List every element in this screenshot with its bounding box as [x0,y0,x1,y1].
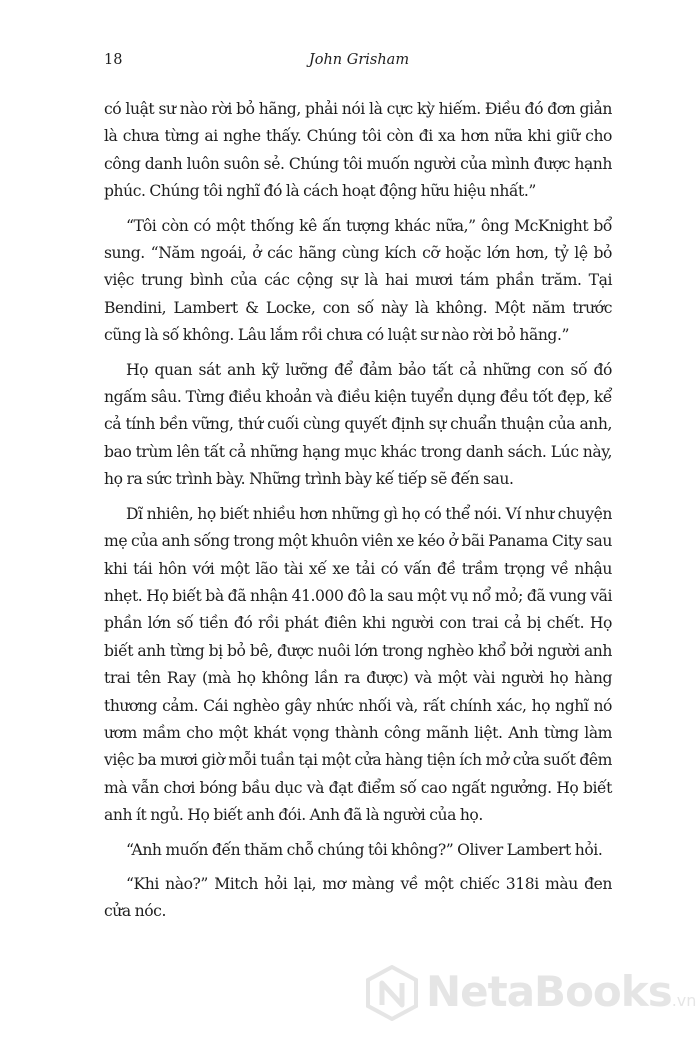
running-title: John Grisham [308,52,410,68]
page-header [104,52,614,72]
watermark [364,961,697,1025]
paragraph-4: Dĩ nhiên, họ biết nhiều hơn những gì họ có thể nói. Ví như chuyện mẹ của anh sống trong một khuôn viên xe kéo ở bãi Panama City sau khi tái hôn với một lão tài xế xe tải có vấn đề trầm trọng về nhậu nhẹt. Họ biết bà đã nhận 41.000 đô la sau một vụ nổ mỏ; đã vung vãi phần lớn số tiền đó rồi phát điên khi người con trai cả bị chết. Họ biết anh từng bị bỏ bê, được nuôi lớn trong nghèo khổ bởi người anh trai tên Ray (mà họ không lần ra được) và một vài người họ hàng thương cảm. Cái nghèo gây nhức nhối và, rất chính xác, họ nghĩ nó ươm mầm cho một khát vọng thành công mãnh liệt. Anh từng làm việc ba mươi giờ mỗi tuần tại một cửa hàng tiện ích mở cửa suốt đêm mà vẫn chơi bóng bầu dục và đạt điểm số cao ngất ngưởng. Họ biết anh ít ngủ. Họ biết anh đói. Anh đã là người của họ. [104,504,612,825]
paragraph-1: có luật sư nào rời bỏ hãng, phải nói là cực kỳ hiếm. Điều đó đơn giản là chưa từng ai nghe thấy. Chúng tôi còn đi xa hơn nữa khi giữ cho công danh luôn suôn sẻ. Chúng tôi muốn người của mình được hạnh phúc. Chúng tôi nghĩ đó là cách hoạt động hữu hiệu nhất.” [104,100,612,201]
paragraph-6: “Khi nào?” Mitch hỏi lại, mơ màng về một chiếc 318i màu đen cửa nóc. [104,874,612,921]
page-number: 18 [104,52,123,68]
paragraph-2: “Tôi còn có một thống kê ấn tượng khác nữa,” ông McKnight bổ sung. “Năm ngoái, ở các hãng cùng kích cỡ hoặc lớn hơn, tỷ lệ bỏ việc trung bình của các cộng sự là hai mươi tám phần trăm. Tại Bendini, Lambert & Locke, con số này là không. Một năm trước cũng là số không. Lâu lắm rồi chưa có luật sư nào rời bỏ hãng.” [104,216,612,345]
neta-logo-icon [364,965,420,1021]
paragraph-5: “Anh muốn đến thăm chỗ chúng tôi không?” Oliver Lambert hỏi. [126,840,603,859]
watermark-suffix: .vn [671,991,697,1010]
watermark-brand: NetaBooks [426,967,672,1016]
watermark-text [426,967,696,1016]
body-text [104,96,612,933]
paragraph-3: Họ quan sát anh kỹ lưỡng để đảm bảo tất cả những con số đó ngấm sâu. Từng điều khoản và điều kiện tuyển dụng đều tốt đẹp, kể cả tính bền vững, thứ cuối cùng quyết định sự chuẩn thuận của anh, bao trùm lên tất cả những hạng mục khác trong danh sách. Lúc này, họ ra sức trình bày. Những trình bày kế tiếp sẽ đến sau. [104,360,612,489]
